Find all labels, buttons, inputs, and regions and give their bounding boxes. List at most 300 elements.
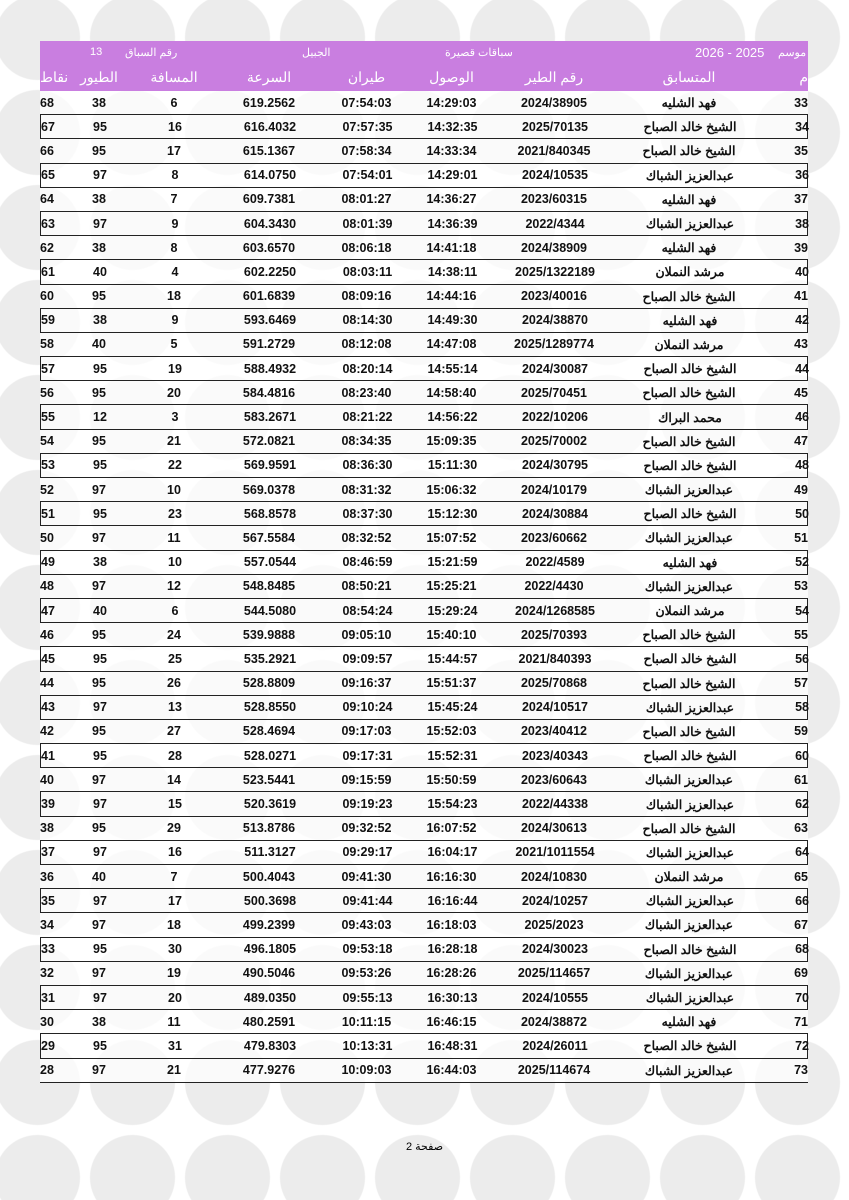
cell-flight-time: 08:06:18 bbox=[341, 240, 392, 255]
cell-points: 39 bbox=[41, 797, 55, 812]
cell-competitor: مرشد النملان bbox=[655, 265, 725, 280]
cell-speed: 591.2729 bbox=[242, 337, 296, 352]
cell-index: 64 bbox=[795, 845, 809, 860]
cell-flight-time: 07:57:35 bbox=[342, 119, 393, 134]
cell-distance: 20 bbox=[168, 990, 182, 1005]
cell-arrival: 14:36:39 bbox=[427, 216, 478, 231]
cell-distance: 11 bbox=[167, 1014, 181, 1029]
cell-points: 30 bbox=[40, 1014, 54, 1029]
cell-birds: 95 bbox=[92, 724, 106, 739]
cell-flight-time: 09:17:31 bbox=[342, 748, 393, 763]
table-row bbox=[40, 696, 808, 720]
cell-competitor: عبدالعزيز الشباك bbox=[645, 991, 735, 1006]
cell-arrival: 15:51:37 bbox=[426, 676, 477, 691]
cell-competitor: عبدالعزيز الشباك bbox=[645, 797, 735, 812]
cell-birds: 95 bbox=[93, 506, 107, 521]
cell-arrival: 16:28:26 bbox=[426, 966, 477, 981]
cell-flight-time: 08:20:14 bbox=[342, 361, 393, 376]
cell-points: 28 bbox=[40, 1063, 54, 1078]
cell-ring-number: 2024/30884 bbox=[521, 506, 589, 521]
cell-distance: 22 bbox=[168, 458, 182, 473]
cell-index: 72 bbox=[795, 1038, 809, 1053]
cell-distance: 16 bbox=[168, 845, 182, 860]
cell-index: 60 bbox=[795, 748, 809, 763]
cell-distance: 17 bbox=[167, 143, 181, 158]
cell-flight-time: 08:12:08 bbox=[341, 337, 392, 352]
cell-index: 45 bbox=[794, 385, 808, 400]
cell-index: 59 bbox=[794, 724, 808, 739]
cell-flight-time: 07:58:34 bbox=[341, 143, 392, 158]
cell-birds: 95 bbox=[93, 651, 107, 666]
cell-birds: 40 bbox=[93, 264, 107, 279]
table-row bbox=[40, 672, 808, 696]
cell-flight-time: 08:23:40 bbox=[341, 385, 392, 400]
cell-arrival: 15:21:59 bbox=[427, 555, 478, 570]
cell-ring-number: 2022/4589 bbox=[525, 555, 585, 570]
cell-ring-number: 2024/38905 bbox=[520, 95, 588, 110]
cell-points: 51 bbox=[41, 506, 55, 521]
cell-distance: 18 bbox=[167, 917, 181, 932]
table-row bbox=[40, 792, 808, 816]
table-row bbox=[40, 768, 808, 792]
cell-index: 55 bbox=[794, 627, 808, 642]
cell-ring-number: 2024/38872 bbox=[520, 1014, 588, 1029]
table-row bbox=[40, 551, 808, 575]
cell-competitor: الشيخ خالد الصباح bbox=[643, 362, 737, 377]
cell-speed: 548.8485 bbox=[242, 579, 296, 594]
cell-distance: 30 bbox=[168, 942, 182, 957]
cell-points: 56 bbox=[40, 385, 54, 400]
cell-birds: 97 bbox=[93, 168, 107, 183]
cell-competitor: الشيخ خالد الصباح bbox=[642, 386, 736, 401]
cell-birds: 38 bbox=[92, 95, 106, 110]
race-number-label: رقم السباق bbox=[125, 46, 178, 59]
cell-arrival: 15:40:10 bbox=[426, 627, 477, 642]
cell-speed: 593.6469 bbox=[243, 313, 297, 328]
table-row bbox=[40, 841, 808, 865]
cell-competitor: عبدالعزيز الشباك bbox=[644, 966, 734, 981]
cell-arrival: 16:28:18 bbox=[427, 942, 478, 957]
cell-index: 51 bbox=[794, 530, 808, 545]
cell-competitor: الشيخ خالد الصباح bbox=[642, 144, 736, 159]
cell-competitor: الشيخ خالد الصباح bbox=[642, 289, 736, 304]
cell-competitor: عبدالعزيز الشباك bbox=[645, 217, 735, 232]
cell-arrival: 15:54:23 bbox=[427, 797, 478, 812]
cell-competitor: مرشد النملان bbox=[655, 604, 725, 619]
cell-birds: 97 bbox=[93, 797, 107, 812]
cell-birds: 95 bbox=[92, 627, 106, 642]
cell-points: 33 bbox=[41, 942, 55, 957]
cell-birds: 38 bbox=[92, 240, 106, 255]
cell-points: 58 bbox=[40, 337, 54, 352]
results-table bbox=[40, 41, 808, 1083]
cell-arrival: 15:06:32 bbox=[426, 482, 477, 497]
cell-flight-time: 08:50:21 bbox=[341, 579, 392, 594]
cell-flight-time: 09:29:17 bbox=[342, 845, 393, 860]
cell-speed: 500.3698 bbox=[243, 893, 297, 908]
cell-ring-number: 2024/10517 bbox=[521, 700, 589, 715]
cell-flight-time: 09:10:24 bbox=[342, 700, 393, 715]
cell-flight-time: 08:32:52 bbox=[341, 530, 392, 545]
cell-flight-time: 08:37:30 bbox=[342, 506, 393, 521]
table-row bbox=[40, 454, 808, 478]
cell-ring-number: 2025/70868 bbox=[520, 676, 588, 691]
cell-distance: 7 bbox=[170, 869, 178, 884]
column-header-speed: السرعة bbox=[246, 68, 292, 85]
cell-points: 64 bbox=[40, 192, 54, 207]
cell-index: 56 bbox=[795, 651, 809, 666]
cell-points: 59 bbox=[41, 313, 55, 328]
cell-distance: 13 bbox=[168, 700, 182, 715]
cell-birds: 40 bbox=[92, 869, 106, 884]
cell-competitor: الشيخ خالد الصباح bbox=[642, 724, 736, 739]
cell-flight-time: 08:21:22 bbox=[342, 410, 393, 425]
column-header-flight-time: طيران bbox=[347, 68, 386, 85]
cell-index: 52 bbox=[795, 555, 809, 570]
cell-speed: 477.9276 bbox=[242, 1063, 296, 1078]
cell-arrival: 16:48:31 bbox=[427, 1038, 478, 1053]
cell-flight-time: 08:01:27 bbox=[341, 192, 392, 207]
cell-speed: 602.2250 bbox=[243, 264, 297, 279]
cell-distance: 25 bbox=[168, 651, 182, 666]
table-row bbox=[40, 285, 808, 309]
cell-distance: 21 bbox=[167, 434, 181, 449]
cell-speed: 528.0271 bbox=[243, 748, 297, 763]
cell-ring-number: 2025/70393 bbox=[520, 627, 588, 642]
cell-arrival: 16:18:03 bbox=[426, 917, 477, 932]
table-row bbox=[40, 115, 808, 139]
cell-speed: 539.9888 bbox=[242, 627, 296, 642]
cell-speed: 569.9591 bbox=[243, 458, 297, 473]
cell-competitor: عبدالعزيز الشباك bbox=[645, 894, 735, 909]
cell-competitor: الشيخ خالد الصباح bbox=[642, 434, 736, 449]
cell-points: 53 bbox=[41, 458, 55, 473]
cell-speed: 567.5584 bbox=[242, 530, 296, 545]
cell-distance: 10 bbox=[168, 555, 182, 570]
cell-flight-time: 09:43:03 bbox=[341, 917, 392, 932]
cell-index: 62 bbox=[795, 797, 809, 812]
cell-points: 65 bbox=[41, 168, 55, 183]
cell-speed: 588.4932 bbox=[243, 361, 297, 376]
cell-ring-number: 2024/30087 bbox=[521, 361, 589, 376]
cell-points: 54 bbox=[40, 434, 54, 449]
cell-distance: 10 bbox=[167, 482, 181, 497]
table-row bbox=[40, 260, 808, 284]
cell-distance: 29 bbox=[167, 821, 181, 836]
cell-arrival: 16:46:15 bbox=[426, 1014, 477, 1029]
race-type: سباقات قصيرة bbox=[445, 46, 513, 59]
cell-birds: 38 bbox=[93, 555, 107, 570]
cell-ring-number: 2023/60643 bbox=[520, 772, 588, 787]
cell-points: 48 bbox=[40, 579, 54, 594]
cell-index: 35 bbox=[794, 143, 808, 158]
cell-ring-number: 2023/40016 bbox=[520, 289, 588, 304]
cell-flight-time: 08:46:59 bbox=[342, 555, 393, 570]
cell-competitor: الشيخ خالد الصباح bbox=[643, 652, 737, 667]
cell-birds: 40 bbox=[92, 337, 106, 352]
cell-competitor: الشيخ خالد الصباح bbox=[643, 1039, 737, 1054]
cell-ring-number: 2024/30795 bbox=[521, 458, 589, 473]
cell-birds: 95 bbox=[93, 1038, 107, 1053]
cell-points: 52 bbox=[40, 482, 54, 497]
cell-speed: 513.8786 bbox=[242, 821, 296, 836]
cell-points: 49 bbox=[41, 555, 55, 570]
cell-birds: 95 bbox=[93, 748, 107, 763]
cell-arrival: 16:16:44 bbox=[427, 893, 478, 908]
cell-arrival: 15:25:21 bbox=[426, 579, 477, 594]
cell-ring-number: 2025/114657 bbox=[517, 966, 591, 981]
cell-index: 71 bbox=[794, 1014, 808, 1029]
cell-birds: 95 bbox=[92, 289, 106, 304]
cell-birds: 38 bbox=[92, 192, 106, 207]
cell-flight-time: 08:09:16 bbox=[341, 289, 392, 304]
cell-speed: 619.2562 bbox=[242, 95, 296, 110]
season: 2026 - 2025 bbox=[695, 44, 765, 60]
cell-arrival: 15:50:59 bbox=[426, 772, 477, 787]
cell-distance: 8 bbox=[171, 168, 179, 183]
cell-ring-number: 2022/4430 bbox=[524, 579, 584, 594]
race-number: 13 bbox=[90, 46, 103, 58]
cell-points: 29 bbox=[41, 1038, 55, 1053]
cell-ring-number: 2025/70135 bbox=[521, 119, 589, 134]
cell-arrival: 15:11:30 bbox=[427, 458, 478, 473]
cell-index: 61 bbox=[794, 772, 808, 787]
cell-competitor: مرشد النملان bbox=[654, 870, 724, 885]
cell-birds: 97 bbox=[93, 700, 107, 715]
cell-arrival: 15:07:52 bbox=[426, 530, 477, 545]
cell-competitor: عبدالعزيز الشباك bbox=[644, 483, 734, 498]
cell-speed: 528.8550 bbox=[243, 700, 297, 715]
cell-ring-number: 2021/1011554 bbox=[515, 845, 595, 860]
cell-flight-time: 09:05:10 bbox=[341, 627, 392, 642]
cell-competitor: الشيخ خالد الصباح bbox=[642, 821, 736, 836]
cell-index: 33 bbox=[794, 95, 808, 110]
cell-birds: 97 bbox=[93, 893, 107, 908]
cell-index: 54 bbox=[795, 603, 809, 618]
cell-arrival: 16:07:52 bbox=[426, 821, 477, 836]
cell-competitor: عبدالعزيز الشباك bbox=[644, 918, 734, 933]
cell-arrival: 15:52:31 bbox=[427, 748, 478, 763]
cell-birds: 40 bbox=[93, 603, 107, 618]
cell-birds: 97 bbox=[92, 917, 106, 932]
cell-speed: 583.2671 bbox=[243, 410, 297, 425]
cell-birds: 95 bbox=[92, 676, 106, 691]
cell-points: 57 bbox=[41, 361, 55, 376]
cell-index: 39 bbox=[794, 240, 808, 255]
column-header-index: م bbox=[799, 68, 808, 85]
cell-arrival: 14:55:14 bbox=[427, 361, 478, 376]
cell-index: 68 bbox=[795, 942, 809, 957]
cell-arrival: 14:49:30 bbox=[427, 313, 478, 328]
table-row bbox=[40, 913, 808, 937]
cell-birds: 38 bbox=[92, 1014, 106, 1029]
cell-birds: 97 bbox=[93, 990, 107, 1005]
cell-ring-number: 2023/40412 bbox=[520, 724, 588, 739]
cell-arrival: 14:33:34 bbox=[426, 143, 477, 158]
cell-flight-time: 10:13:31 bbox=[342, 1038, 393, 1053]
cell-ring-number: 2024/38870 bbox=[521, 313, 589, 328]
cell-index: 58 bbox=[795, 700, 809, 715]
cell-distance: 6 bbox=[171, 603, 179, 618]
column-header-points: نقاط bbox=[40, 68, 69, 85]
cell-index: 50 bbox=[795, 506, 809, 521]
cell-points: 36 bbox=[40, 869, 54, 884]
cell-ring-number: 2022/4344 bbox=[525, 216, 585, 231]
cell-speed: 569.0378 bbox=[242, 482, 296, 497]
cell-arrival: 14:29:03 bbox=[426, 95, 477, 110]
cell-points: 63 bbox=[41, 216, 55, 231]
cell-ring-number: 2022/44338 bbox=[521, 797, 589, 812]
cell-index: 43 bbox=[794, 337, 808, 352]
table-row bbox=[40, 91, 808, 115]
table-row bbox=[40, 502, 808, 526]
cell-points: 38 bbox=[40, 821, 54, 836]
cell-distance: 6 bbox=[170, 95, 178, 110]
table-row bbox=[40, 1034, 808, 1058]
table-row bbox=[40, 720, 808, 744]
cell-index: 38 bbox=[795, 216, 809, 231]
cell-distance: 18 bbox=[167, 289, 181, 304]
cell-speed: 609.7381 bbox=[242, 192, 296, 207]
cell-arrival: 16:04:17 bbox=[427, 845, 478, 860]
cell-index: 46 bbox=[795, 410, 809, 425]
cell-flight-time: 08:34:35 bbox=[341, 434, 392, 449]
cell-flight-time: 09:55:13 bbox=[342, 990, 393, 1005]
cell-competitor: الشيخ خالد الصباح bbox=[643, 749, 737, 764]
cell-ring-number: 2023/60315 bbox=[520, 192, 588, 207]
cell-flight-time: 07:54:01 bbox=[342, 168, 393, 183]
cell-competitor: فهد الشليه bbox=[662, 313, 718, 328]
cell-speed: 479.8303 bbox=[243, 1038, 297, 1053]
cell-speed: 499.2399 bbox=[242, 917, 296, 932]
cell-arrival: 16:30:13 bbox=[427, 990, 478, 1005]
cell-distance: 26 bbox=[167, 676, 181, 691]
cell-ring-number: 2024/1268585 bbox=[515, 603, 595, 618]
table-row bbox=[40, 962, 808, 986]
cell-points: 31 bbox=[41, 990, 55, 1005]
cell-points: 68 bbox=[40, 95, 54, 110]
cell-distance: 4 bbox=[171, 264, 179, 279]
cell-points: 47 bbox=[41, 603, 55, 618]
cell-ring-number: 2025/70002 bbox=[520, 434, 588, 449]
column-header-ring-number: رقم الطير bbox=[524, 68, 584, 85]
cell-competitor: الشيخ خالد الصباح bbox=[643, 120, 737, 135]
cell-flight-time: 09:53:18 bbox=[342, 942, 393, 957]
cell-ring-number: 2025/1322189 bbox=[515, 264, 595, 279]
cell-speed: 616.4032 bbox=[243, 119, 297, 134]
cell-competitor: فهد الشليه bbox=[661, 1015, 717, 1030]
cell-arrival: 14:32:35 bbox=[427, 119, 478, 134]
table-row bbox=[40, 1010, 808, 1034]
cell-flight-time: 09:16:37 bbox=[341, 676, 392, 691]
cell-index: 37 bbox=[794, 192, 808, 207]
cell-points: 60 bbox=[40, 289, 54, 304]
table-row bbox=[40, 744, 808, 768]
cell-distance: 7 bbox=[170, 192, 178, 207]
cell-competitor: عبدالعزيز الشباك bbox=[644, 531, 734, 546]
table-row bbox=[40, 309, 808, 333]
cell-ring-number: 2024/10179 bbox=[520, 482, 588, 497]
cell-competitor: الشيخ خالد الصباح bbox=[643, 942, 737, 957]
table-header bbox=[40, 41, 808, 91]
cell-points: 40 bbox=[40, 772, 54, 787]
cell-birds: 97 bbox=[92, 579, 106, 594]
cell-index: 41 bbox=[794, 289, 808, 304]
cell-distance: 28 bbox=[168, 748, 182, 763]
column-header-birds: الطيور bbox=[80, 68, 118, 85]
table-row bbox=[40, 889, 808, 913]
cell-competitor: الشيخ خالد الصباح bbox=[642, 628, 736, 643]
cell-points: 34 bbox=[40, 917, 54, 932]
cell-distance: 27 bbox=[167, 724, 181, 739]
cell-distance: 15 bbox=[168, 797, 182, 812]
table-row bbox=[40, 164, 808, 188]
cell-flight-time: 09:41:44 bbox=[342, 893, 393, 908]
cell-speed: 535.2921 bbox=[243, 651, 297, 666]
cell-flight-time: 08:31:32 bbox=[341, 482, 392, 497]
cell-birds: 95 bbox=[92, 143, 106, 158]
cell-birds: 95 bbox=[93, 942, 107, 957]
table-row bbox=[40, 430, 808, 454]
cell-ring-number: 2023/60662 bbox=[520, 530, 588, 545]
cell-birds: 97 bbox=[93, 845, 107, 860]
cell-points: 44 bbox=[40, 676, 54, 691]
cell-ring-number: 2024/10535 bbox=[521, 168, 589, 183]
cell-distance: 16 bbox=[168, 119, 182, 134]
cell-ring-number: 2025/1289774 bbox=[514, 337, 594, 352]
cell-birds: 95 bbox=[93, 458, 107, 473]
column-header-arrival: الوصول bbox=[429, 68, 474, 85]
cell-birds: 97 bbox=[92, 772, 106, 787]
table-row bbox=[40, 865, 808, 889]
table-row bbox=[40, 986, 808, 1010]
cell-ring-number: 2023/40343 bbox=[521, 748, 589, 763]
cell-points: 37 bbox=[41, 845, 55, 860]
table-row bbox=[40, 212, 808, 236]
table-row bbox=[40, 236, 808, 260]
cell-index: 53 bbox=[794, 579, 808, 594]
cell-flight-time: 08:14:30 bbox=[342, 313, 393, 328]
cell-ring-number: 2024/10555 bbox=[521, 990, 589, 1005]
cell-speed: 480.2591 bbox=[242, 1014, 296, 1029]
cell-competitor: عبدالعزيز الشباك bbox=[645, 845, 735, 860]
cell-birds: 95 bbox=[92, 434, 106, 449]
cell-index: 67 bbox=[794, 917, 808, 932]
cell-index: 40 bbox=[795, 264, 809, 279]
cell-speed: 615.1367 bbox=[242, 143, 296, 158]
table-row bbox=[40, 623, 808, 647]
cell-ring-number: 2024/38909 bbox=[520, 240, 588, 255]
cell-index: 63 bbox=[794, 821, 808, 836]
cell-index: 42 bbox=[795, 313, 809, 328]
cell-speed: 489.0350 bbox=[243, 990, 297, 1005]
cell-distance: 19 bbox=[167, 966, 181, 981]
cell-speed: 528.8809 bbox=[242, 676, 296, 691]
cell-competitor: الشيخ خالد الصباح bbox=[643, 507, 737, 522]
cell-distance: 3 bbox=[171, 410, 179, 425]
cell-points: 67 bbox=[41, 119, 55, 134]
cell-competitor: عبدالعزيز الشباك bbox=[645, 700, 735, 715]
cell-birds: 12 bbox=[93, 410, 107, 425]
table-row bbox=[40, 188, 808, 212]
cell-points: 35 bbox=[41, 893, 55, 908]
cell-ring-number: 2024/26011 bbox=[522, 1038, 588, 1053]
cell-flight-time: 08:54:24 bbox=[342, 603, 393, 618]
table-row bbox=[40, 333, 808, 357]
cell-flight-time: 09:17:03 bbox=[341, 724, 392, 739]
cell-competitor: عبدالعزيز الشباك bbox=[644, 579, 734, 594]
cell-points: 41 bbox=[41, 748, 55, 763]
